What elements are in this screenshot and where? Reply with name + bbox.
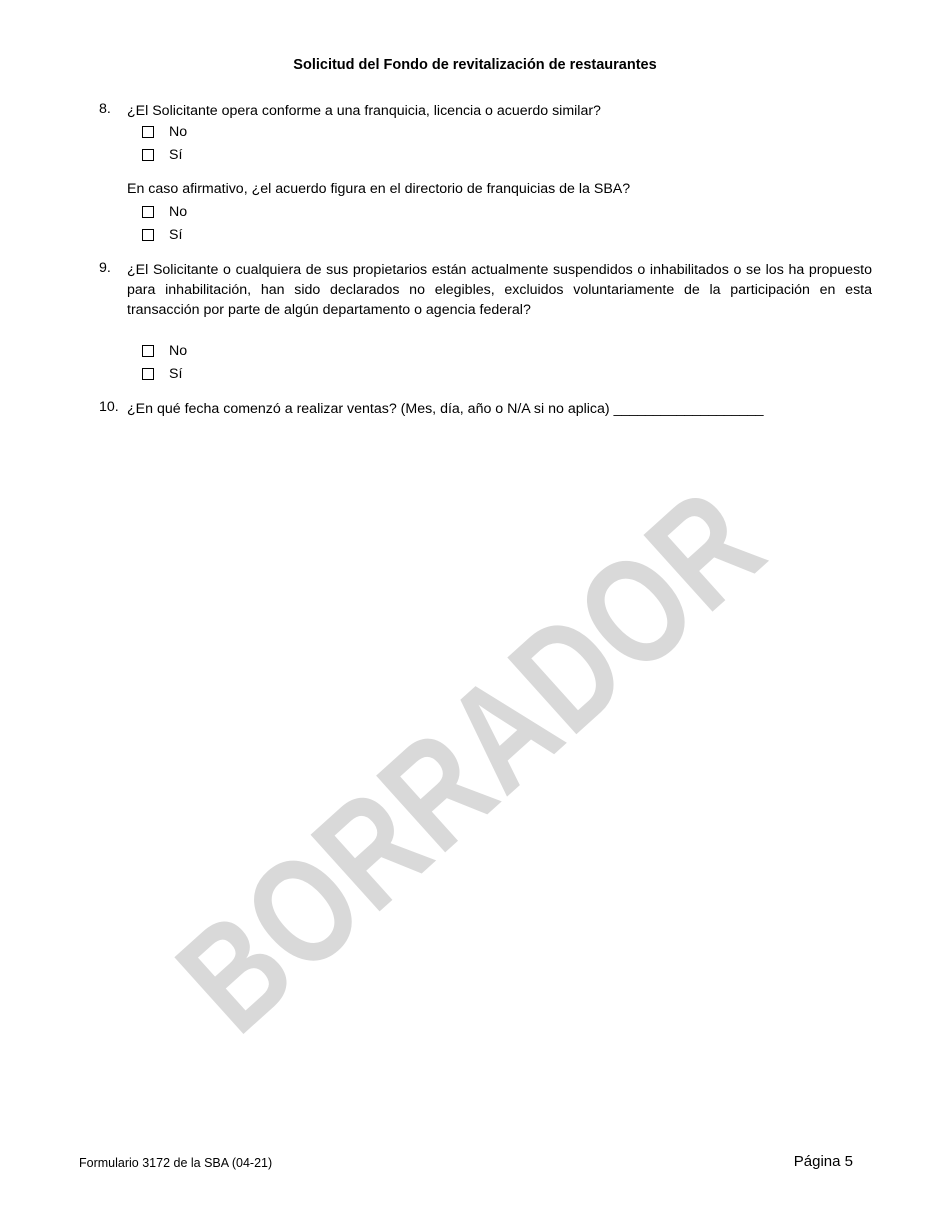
question-10 [99,399,872,419]
checkbox[interactable] [142,149,154,161]
page-number: Página 5 [793,1153,853,1170]
question-text: ¿El Solicitante o cualquiera de sus propietarios están actualmente suspendidos o inhabilitados o se los ha propuesto para inhabilitación, han sido declarados no elegibles, excluidos voluntariamente de la participación en esta transacción por parte de algún departamento o agencia federal? [127,262,872,318]
option-label: Sí [169,366,183,382]
checkbox[interactable] [142,368,154,380]
q9-option-yes[interactable] [142,366,182,382]
q9-option-no[interactable] [142,343,187,359]
date-blank-field[interactable]: ___________________ [613,401,764,417]
option-label: No [169,343,188,359]
page-title: Solicitud del Fondo de revitalización de restaurantes [293,57,657,73]
draft-watermark: BORRADOR [146,456,794,1064]
option-label: Sí [169,227,183,243]
checkbox[interactable] [142,229,154,241]
question-8 [99,101,872,121]
checkbox[interactable] [142,126,154,138]
checkbox[interactable] [142,345,154,357]
option-label: Sí [169,147,183,163]
question-number: 8. [99,101,111,117]
q8-followup-option-yes[interactable] [142,227,182,243]
checkbox[interactable] [142,206,154,218]
q8-option-no[interactable] [142,124,187,140]
question-number: 9. [99,260,111,276]
option-label: No [169,204,188,220]
question-number: 10. [99,399,119,415]
question-9 [99,260,872,320]
q8-followup-text: En caso afirmativo, ¿el acuerdo figura en el directorio de franquicias de la SBA? [127,181,631,197]
option-label: No [169,124,188,140]
form-number: Formulario 3172 de la SBA (04-21) [79,1156,273,1170]
q8-followup-option-no[interactable] [142,204,187,220]
question-text: ¿El Solicitante opera conforme a una franquicia, licencia o acuerdo similar? [127,103,601,119]
q8-option-yes[interactable] [142,147,182,163]
question-text: ¿En qué fecha comenzó a realizar ventas? (Mes, día, año o N/A si no aplica) [127,401,610,417]
